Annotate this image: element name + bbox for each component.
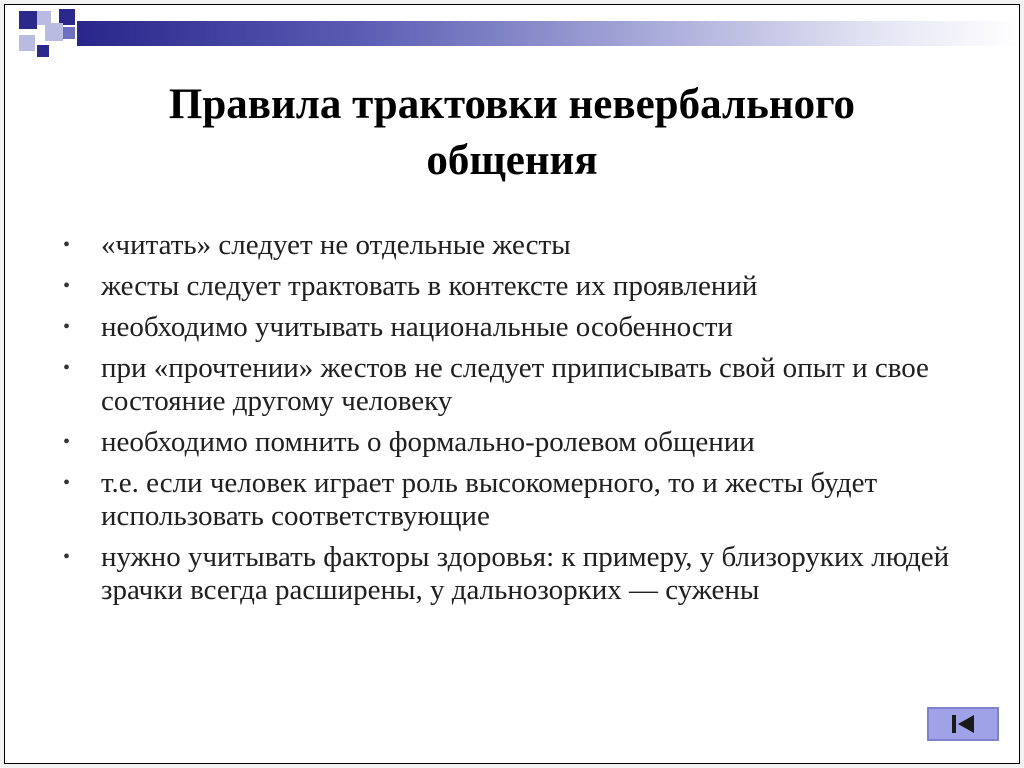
bullet-marker: • [63,234,71,256]
bullet-marker: • [63,275,71,297]
bullet-marker: • [63,357,71,379]
bullet-text: необходимо учитывать национальные особенности [101,311,733,343]
bullet-item [57,270,957,303]
bullet-marker: • [63,546,71,568]
title-line-1: Правила трактовки невербального [168,81,856,128]
bullet-text: при «прочтении» жестов не следует приписывать свой опыт и свое состояние другому человеку [101,352,929,417]
bullet-item [57,541,957,607]
bullet-text: «читать» следует не отдельные жесты [101,229,571,261]
bullet-text: жесты следует трактовать в контексте их проявлений [101,270,758,302]
bullet-item [57,311,957,344]
bullet-marker: • [63,431,71,453]
first-slide-button[interactable] [927,707,999,741]
bullet-item [57,229,957,262]
bullet-item [57,426,957,459]
bullet-text: необходимо помнить о формально-ролевом общении [101,426,755,458]
title-line-2: общения [426,137,598,184]
bullet-text: нужно учитывать факторы здоровья: к примеру, у близоруких людей зрачки всегда расширены, у дальнозорких — сужены [101,541,950,606]
bullet-item [57,467,957,533]
bullet-marker: • [63,316,71,338]
header-gradient-bar [77,21,1019,46]
bullet-list [57,229,957,615]
bullet-item [57,352,957,418]
bullet-text: т.е. если человек играет роль высокомерного, то и жесты будет использовать соответствующие [101,467,878,532]
bullet-marker: • [63,472,71,494]
skip-to-start-icon [948,713,978,735]
slide [4,4,1020,764]
slide-title [5,77,1019,189]
